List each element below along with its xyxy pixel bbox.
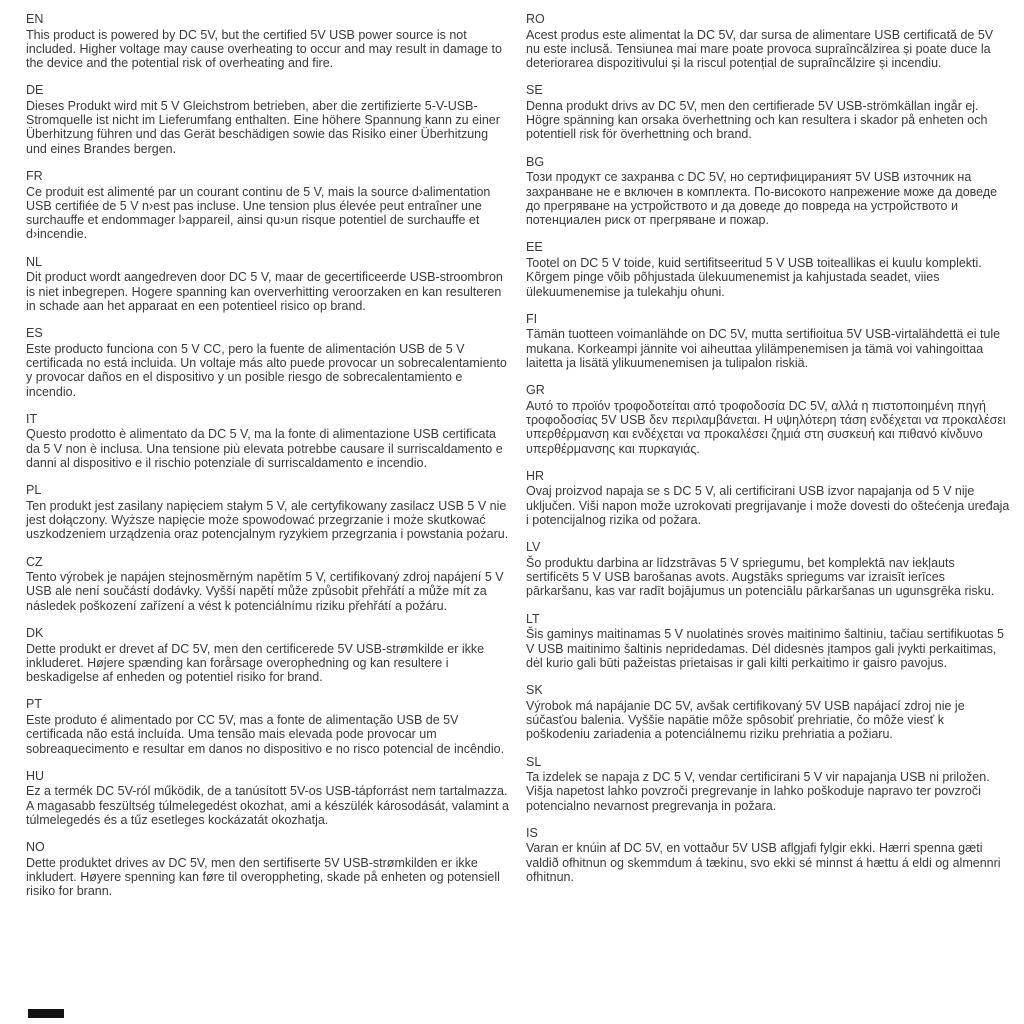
- language-section-sl: [526, 755, 1010, 813]
- language-text: Šis gaminys maitinamas 5 V nuolatinės srovės maitinimo šaltiniu, tačiau sertifikuotas 5 V USB maitinimo šaltinis nepridedamas. Dėl didesnės įtampos gali įvykti perkaitimas, dėl kurio gali būti pažeistas prietaisas ir gali kilti perkaitimo ir gaisro pavojus.: [526, 627, 1004, 670]
- language-code: NO: [26, 840, 45, 855]
- language-code: LT: [526, 611, 540, 626]
- language-section-nl: [26, 255, 510, 313]
- language-section-hu: [26, 769, 510, 827]
- language-section-hr: [526, 469, 1010, 527]
- language-section-sk: [526, 683, 1010, 741]
- language-section-pl: [26, 483, 510, 541]
- language-text: Dette produktet drives av DC 5V, men den sertifiserte 5V USB-strømkilden er ikke inkludert. Høyere spenning kan føre til overoppheting, skade på enheten og potensiell risiko for brann.: [26, 855, 500, 899]
- language-text: Tämän tuotteen voimanlähde on DC 5V, mutta sertifioitua 5V USB-virtalähdettä ei tule mukana. Korkeampi jännite voi aiheuttaa ylilämpenemisen ja tämä voi vahingoittaa laitetta ja lisätä ylikuumenemisen ja tulipalon riskiä.: [526, 327, 1001, 370]
- language-text: Αυτό το προϊόν τροφοδοτείται από τροφοδοσία DC 5V, αλλά η πιστοποιημένη πηγή τροφοδοσίας 5V USB δεν περιλαμβάνεται. Η υψηλότερη τάση ενδέχεται να προκαλέσει υπερθέρμανση και ενδέχεται να προκαλέσει ζημιά στη συσκευή και πιθανό κίνδυνο υπερθέρμανσης και πυρκαγιάς.: [526, 398, 1006, 456]
- language-text: Este produto é alimentado por CC 5V, mas a fonte de alimentação USB de 5V certificada não está incluída. Uma tensão mais elevada pode provocar um sobreaquecimento e resultar em danos no dispositivo e no risco potencial de incêndio.: [26, 712, 505, 756]
- language-section-es: [26, 326, 510, 399]
- language-section-bg: [526, 155, 1010, 228]
- language-section-ee: [526, 240, 1010, 298]
- left-column: [26, 12, 510, 912]
- language-code: SL: [526, 754, 542, 769]
- language-section-no: [26, 840, 510, 898]
- language-text: Denna produkt drivs av DC 5V, men den certifierade 5V USB-strömkällan ingår ej. Högre spänning kan orsaka överhettning och kan resultera i skador på enheten och potentiell risk för överhettning och brand.: [526, 98, 988, 142]
- language-section-dk: [26, 626, 510, 684]
- language-text: Този продукт се захранва с DC 5V, но сертифицираният 5V USB източник на захранване не е включен в комплекта. По-високото напрежение може да доведе до прегряване на устройството и да доведе до повреда на устройството и потенциален риск от прегряване и пожар.: [526, 170, 998, 228]
- language-text: Dette produkt er drevet af DC 5V, men den certificerede 5V USB-strømkilde er ikke inkluderet. Højere spænding kan forårsage overophedning og kan resultere i beskadigelse af enheden og potentiel risiko for brand.: [26, 641, 485, 685]
- language-code: FI: [526, 311, 538, 326]
- language-text: Ten produkt jest zasilany napięciem stałym 5 V, ale certyfikowany zasilacz USB 5 V nie jest dołączony. Wyższe napięcie może spowodować przegrzanie i może skutkować uszkodzeniem urządzenia oraz potencjalnym ryzykiem przegrzania i powstania pożaru.: [26, 498, 509, 542]
- language-text: Ta izdelek se napaja z DC 5 V, vendar certificirani 5 V vir napajanja USB ni priložen. Višja napetost lahko povzroči pregrevanje in lahko poškoduje napravo ter povzroči potencialno nevarnost pregrevanja in požara.: [526, 770, 990, 813]
- language-section-lv: [526, 540, 1010, 598]
- language-section-ro: [526, 12, 1010, 70]
- language-section-cz: [26, 555, 510, 613]
- language-code: CZ: [26, 554, 43, 569]
- language-code: HR: [526, 468, 545, 483]
- language-code: EE: [526, 240, 543, 255]
- language-text: Ez a termék DC 5V-ról működik, de a tanúsított 5V-os USB-tápforrást nem tartalmazza. A magasabb feszültség túlmelegedést okozhat, ami a készülék károsodását, valamint a túlmelegedés és a tűz esetleges kockázatát okozhatja.: [26, 784, 509, 827]
- language-section-de: [26, 83, 510, 156]
- language-section-fr: [26, 169, 510, 242]
- right-column: [526, 12, 1010, 912]
- language-code: GR: [526, 383, 545, 398]
- language-section-en: [26, 12, 510, 70]
- language-code: RO: [526, 12, 545, 26]
- language-text: Šo produktu darbina ar līdzstrāvas 5 V spriegumu, bet komplektā nav iekļauts sertificēts 5 V USB barošanas avots. Augstāks spriegums var izraisīt ierīces pārkaršanu, kas var radīt bojājumus un potenciālu pārkaršanas un ugunsgrēka risku.: [526, 555, 995, 599]
- language-text: This product is powered by DC 5V, but the certified 5V USB power source is not included. Higher voltage may cause overheating to occur and may result in damage to the device and the potential risk of overheating and fire.: [26, 27, 502, 71]
- language-code: BG: [526, 154, 545, 169]
- language-code: IT: [26, 411, 38, 426]
- language-code: PT: [26, 697, 42, 712]
- language-section-it: [26, 412, 510, 470]
- language-code: PL: [26, 483, 42, 498]
- language-code: EN: [26, 12, 44, 26]
- language-section-gr: [526, 383, 1010, 456]
- language-text: Ovaj proizvod napaja se s DC 5 V, ali certificirani USB izvor napajanja od 5 V nije uključen. Viši napon može uzrokovati pregrijavanje i može dovesti do oštećenja uređaja i potencijalnog rizika od požara.: [526, 484, 1010, 528]
- language-code: NL: [26, 254, 42, 269]
- language-text: Questo prodotto è alimentato da DC 5 V, ma la fonte di alimentazione USB certificata da 5 V non è inclusa. Una tensione più elevata potrebbe causare il surriscaldamento e danni al dispositivo e il rischio potenziale di surriscaldamento e incendio.: [26, 427, 503, 470]
- language-code: ES: [26, 326, 43, 341]
- language-code: FR: [26, 169, 43, 184]
- language-code: LV: [526, 540, 541, 555]
- language-text: Este producto funciona con 5 V CC, pero la fuente de alimentación USB de 5 V certificada no está incluida. Un voltaje más alto puede provocar un sobrecalentamiento y provocar daños en el dispositivo y un posible riesgo de sobrecalentamiento e incendio.: [26, 341, 507, 399]
- language-code: DE: [26, 83, 44, 98]
- language-text: Tento výrobek je napájen stejnosměrným napětím 5 V, certifikovaný zdroj napájení 5 V USB ale není součástí dodávky. Vyšší napětí může způsobit přehřátí a může mít za následek poškození zařízení a vést k potenciálnímu riziku přehřátí a požáru.: [26, 570, 504, 613]
- language-code: SE: [526, 83, 543, 98]
- language-code: HU: [26, 768, 45, 783]
- language-text: Dieses Produkt wird mit 5 V Gleichstrom betrieben, aber die zertifizierte 5-V-USB-Stromquelle ist nicht im Lieferumfang enthalten. Eine höhere Spannung kann zu einer Überhitzung führen und das Gerät beschädigen sowie das Risiko einer Überhitzung und eines Brandes bergen.: [26, 98, 500, 156]
- page-mark: [28, 1009, 64, 1018]
- language-section-lt: [526, 612, 1010, 670]
- language-code: SK: [526, 683, 543, 698]
- language-section-se: [526, 83, 1010, 141]
- language-text: Varan er knúin af DC 5V, en vottaður 5V USB aflgjafi fylgir ekki. Hærri spenna gæti valdið ofhitnun og skemmdum á tækinu, svo ekki sé minnst á hættu á eldi og almennri ofhitnun.: [526, 841, 1001, 884]
- language-section-pt: [26, 697, 510, 755]
- language-code: DK: [26, 626, 44, 641]
- language-text: Ce produit est alimenté par un courant continu de 5 V, mais la source d›alimentation USB certifiée de 5 V n›est pas incluse. Une tension plus élevée peut entraîner une surchauffe et endommager l›appareil, ainsi qu›un risque potentiel de surchauffe et d›incendie.: [26, 184, 491, 242]
- language-text: Dit product wordt aangedreven door DC 5 V, maar de gecertificeerde USB-stroombron is niet inbegrepen. Hogere spanning kan oververhitting veroorzaken en kan resulteren in schade aan het apparaat en een potentieel risico op brand.: [26, 270, 503, 313]
- language-text: Tootel on DC 5 V toide, kuid sertifitseeritud 5 V USB toiteallikas ei kuulu komplekti. Kõrgem pinge võib põhjustada ülekuumenemist ja kahjustada seadet, viies ülekuumenemise ja tulekahju ohuni.: [526, 255, 982, 299]
- language-text: Acest produs este alimentat la DC 5V, dar sursa de alimentare USB certificată de 5V nu este inclusă. Tensiunea mai mare poate provoca supraîncălzirea și poate duce la deteriorarea dispozitivului și la riscul potențial de supraîncălzire și incendiu.: [526, 27, 994, 71]
- language-section-is: [526, 826, 1010, 884]
- language-section-fi: [526, 312, 1010, 370]
- language-code: IS: [526, 825, 538, 840]
- language-text: Výrobok má napájanie DC 5V, avšak certifikovaný 5V USB napájací zdroj nie je súčasťou balenia. Vyššie napätie môže spôsobiť prehriatie, čo môže viesť k poškodeniu zariadenia a potenciálnemu riziku prehriatia a požiaru.: [526, 698, 965, 742]
